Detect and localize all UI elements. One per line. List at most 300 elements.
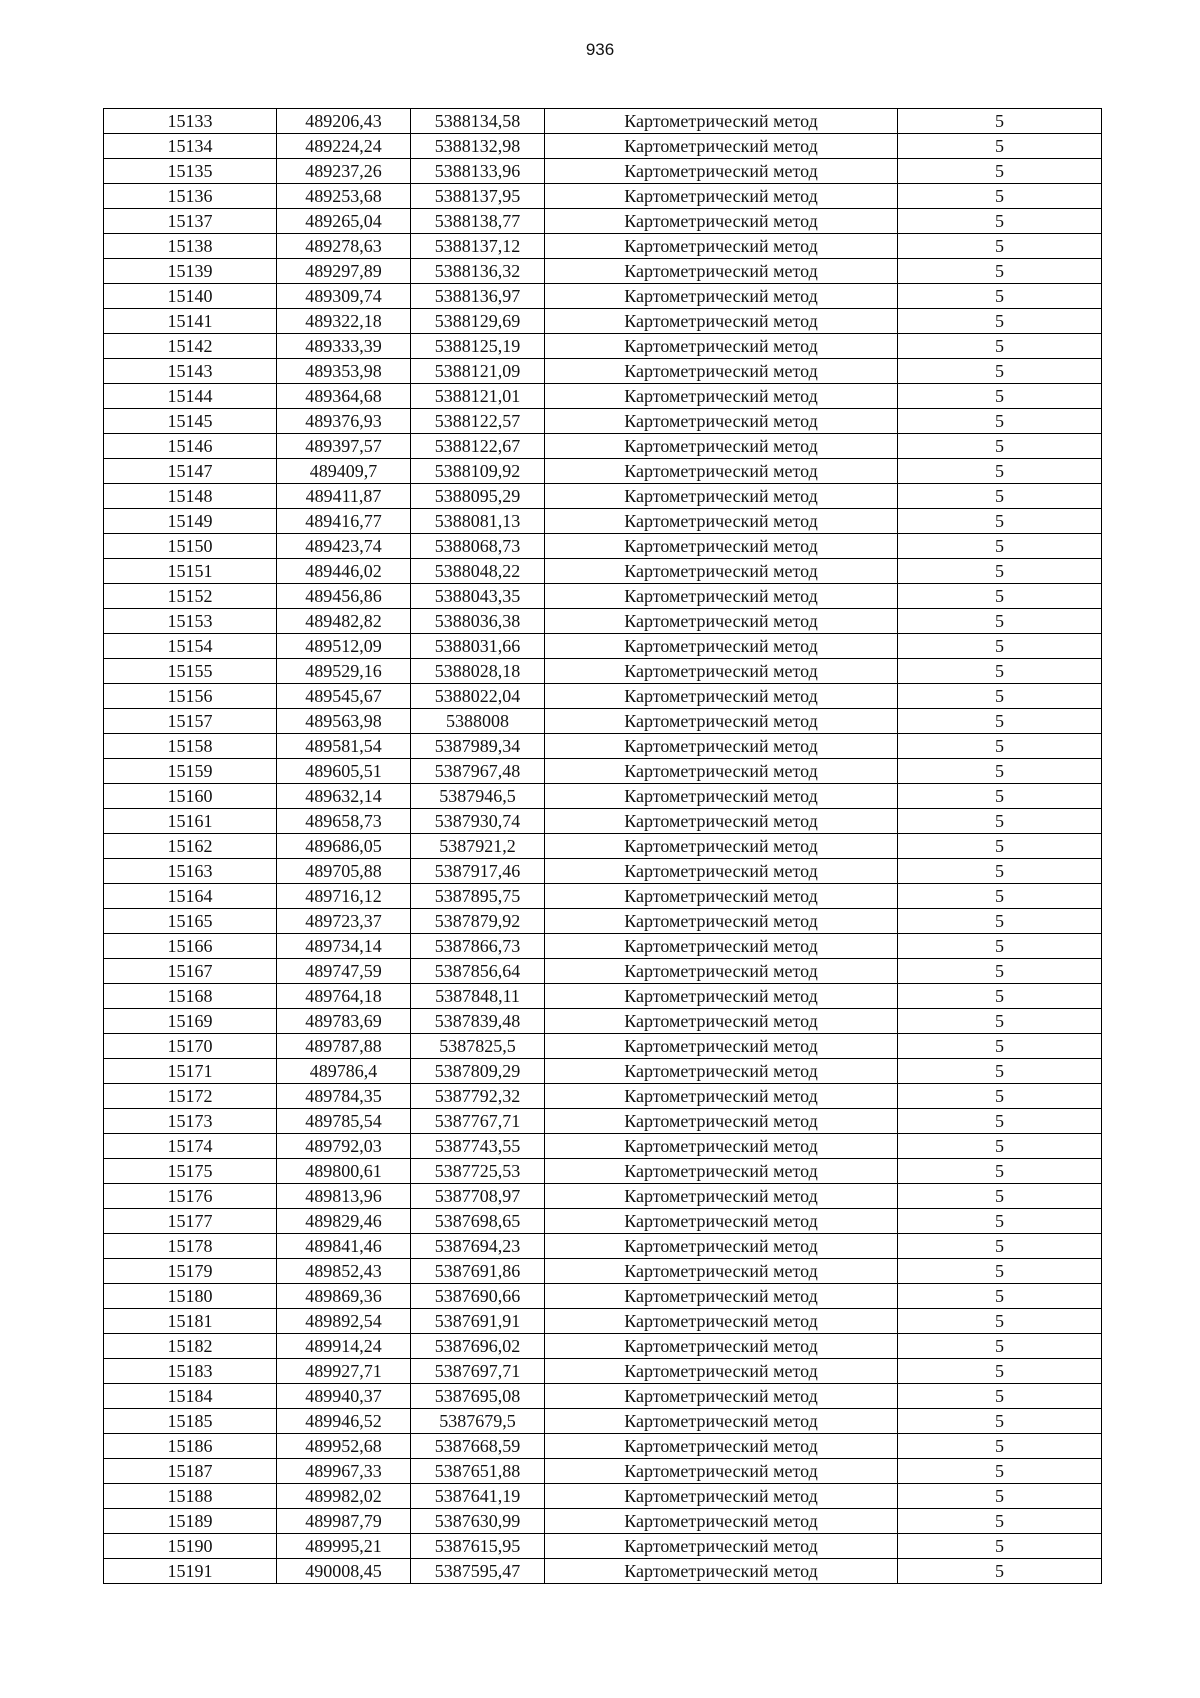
x-coordinate-cell: 489411,87 — [277, 484, 411, 509]
y-coordinate-cell: 5388036,38 — [411, 609, 545, 634]
x-coordinate-cell: 489253,68 — [277, 184, 411, 209]
y-coordinate-cell: 5387691,86 — [411, 1259, 545, 1284]
method-cell: Картометрический метод — [545, 484, 898, 509]
table-row — [104, 484, 1102, 509]
accuracy-cell: 5 — [898, 1284, 1102, 1309]
x-coordinate-cell: 489545,67 — [277, 684, 411, 709]
table-row — [104, 1359, 1102, 1384]
point-number-cell: 15138 — [104, 234, 277, 259]
x-coordinate-cell: 489309,74 — [277, 284, 411, 309]
x-coordinate-cell: 489995,21 — [277, 1534, 411, 1559]
table-row — [104, 1459, 1102, 1484]
accuracy-cell: 5 — [898, 984, 1102, 1009]
accuracy-cell: 5 — [898, 284, 1102, 309]
accuracy-cell: 5 — [898, 409, 1102, 434]
accuracy-cell: 5 — [898, 1184, 1102, 1209]
method-cell: Картометрический метод — [545, 709, 898, 734]
y-coordinate-cell: 5387825,5 — [411, 1034, 545, 1059]
table-row — [104, 959, 1102, 984]
method-cell: Картометрический метод — [545, 234, 898, 259]
y-coordinate-cell: 5387839,48 — [411, 1009, 545, 1034]
method-cell: Картометрический метод — [545, 1434, 898, 1459]
table-row — [104, 1284, 1102, 1309]
method-cell: Картометрический метод — [545, 809, 898, 834]
accuracy-cell: 5 — [898, 334, 1102, 359]
x-coordinate-cell: 489237,26 — [277, 159, 411, 184]
point-number-cell: 15150 — [104, 534, 277, 559]
accuracy-cell: 5 — [898, 1534, 1102, 1559]
x-coordinate-cell: 489841,46 — [277, 1234, 411, 1259]
accuracy-cell: 5 — [898, 134, 1102, 159]
point-number-cell: 15141 — [104, 309, 277, 334]
method-cell: Картометрический метод — [545, 1234, 898, 1259]
y-coordinate-cell: 5387989,34 — [411, 734, 545, 759]
x-coordinate-cell: 489784,35 — [277, 1084, 411, 1109]
x-coordinate-cell: 489946,52 — [277, 1409, 411, 1434]
point-number-cell: 15177 — [104, 1209, 277, 1234]
y-coordinate-cell: 5387615,95 — [411, 1534, 545, 1559]
x-coordinate-cell: 489423,74 — [277, 534, 411, 559]
method-cell: Картометрический метод — [545, 984, 898, 1009]
method-cell: Картометрический метод — [545, 1534, 898, 1559]
y-coordinate-cell: 5388137,12 — [411, 234, 545, 259]
point-number-cell: 15148 — [104, 484, 277, 509]
x-coordinate-cell: 489686,05 — [277, 834, 411, 859]
accuracy-cell: 5 — [898, 159, 1102, 184]
method-cell: Картометрический метод — [545, 334, 898, 359]
x-coordinate-cell: 489482,82 — [277, 609, 411, 634]
table-row — [104, 409, 1102, 434]
x-coordinate-cell: 489764,18 — [277, 984, 411, 1009]
table-row — [104, 584, 1102, 609]
x-coordinate-cell: 489892,54 — [277, 1309, 411, 1334]
accuracy-cell: 5 — [898, 859, 1102, 884]
method-cell: Картометрический метод — [545, 459, 898, 484]
table-row — [104, 1059, 1102, 1084]
method-cell: Картометрический метод — [545, 159, 898, 184]
accuracy-cell: 5 — [898, 234, 1102, 259]
method-cell: Картометрический метод — [545, 509, 898, 534]
coordinates-table-body — [104, 109, 1102, 1584]
x-coordinate-cell: 489278,63 — [277, 234, 411, 259]
table-row — [104, 759, 1102, 784]
point-number-cell: 15171 — [104, 1059, 277, 1084]
accuracy-cell: 5 — [898, 1559, 1102, 1584]
method-cell: Картометрический метод — [545, 784, 898, 809]
method-cell: Картометрический метод — [545, 659, 898, 684]
x-coordinate-cell: 489581,54 — [277, 734, 411, 759]
accuracy-cell: 5 — [898, 934, 1102, 959]
x-coordinate-cell: 489364,68 — [277, 384, 411, 409]
x-coordinate-cell: 489723,37 — [277, 909, 411, 934]
accuracy-cell: 5 — [898, 684, 1102, 709]
x-coordinate-cell: 489734,14 — [277, 934, 411, 959]
x-coordinate-cell: 489632,14 — [277, 784, 411, 809]
point-number-cell: 15134 — [104, 134, 277, 159]
x-coordinate-cell: 489716,12 — [277, 884, 411, 909]
point-number-cell: 15179 — [104, 1259, 277, 1284]
y-coordinate-cell: 5388136,97 — [411, 284, 545, 309]
y-coordinate-cell: 5388125,19 — [411, 334, 545, 359]
point-number-cell: 15145 — [104, 409, 277, 434]
x-coordinate-cell: 489446,02 — [277, 559, 411, 584]
table-row — [104, 1334, 1102, 1359]
y-coordinate-cell: 5387695,08 — [411, 1384, 545, 1409]
method-cell: Картометрический метод — [545, 934, 898, 959]
accuracy-cell: 5 — [898, 1259, 1102, 1284]
point-number-cell: 15183 — [104, 1359, 277, 1384]
coordinates-table — [103, 108, 1102, 1584]
y-coordinate-cell: 5388122,67 — [411, 434, 545, 459]
method-cell: Картометрический метод — [545, 1559, 898, 1584]
point-number-cell: 15152 — [104, 584, 277, 609]
accuracy-cell: 5 — [898, 1359, 1102, 1384]
point-number-cell: 15168 — [104, 984, 277, 1009]
accuracy-cell: 5 — [898, 359, 1102, 384]
x-coordinate-cell: 489322,18 — [277, 309, 411, 334]
method-cell: Картометрический метод — [545, 834, 898, 859]
y-coordinate-cell: 5387630,99 — [411, 1509, 545, 1534]
x-coordinate-cell: 489705,88 — [277, 859, 411, 884]
method-cell: Картометрический метод — [545, 1184, 898, 1209]
accuracy-cell: 5 — [898, 959, 1102, 984]
x-coordinate-cell: 489967,33 — [277, 1459, 411, 1484]
point-number-cell: 15180 — [104, 1284, 277, 1309]
method-cell: Картометрический метод — [545, 584, 898, 609]
x-coordinate-cell: 489416,77 — [277, 509, 411, 534]
method-cell: Картометрический метод — [545, 684, 898, 709]
point-number-cell: 15144 — [104, 384, 277, 409]
y-coordinate-cell: 5388081,13 — [411, 509, 545, 534]
point-number-cell: 15186 — [104, 1434, 277, 1459]
x-coordinate-cell: 489456,86 — [277, 584, 411, 609]
y-coordinate-cell: 5387848,11 — [411, 984, 545, 1009]
table-row — [104, 884, 1102, 909]
point-number-cell: 15161 — [104, 809, 277, 834]
accuracy-cell: 5 — [898, 1209, 1102, 1234]
x-coordinate-cell: 489563,98 — [277, 709, 411, 734]
accuracy-cell: 5 — [898, 484, 1102, 509]
accuracy-cell: 5 — [898, 709, 1102, 734]
accuracy-cell: 5 — [898, 459, 1102, 484]
x-coordinate-cell: 489940,37 — [277, 1384, 411, 1409]
point-number-cell: 15156 — [104, 684, 277, 709]
point-number-cell: 15135 — [104, 159, 277, 184]
table-row — [104, 509, 1102, 534]
table-row — [104, 1309, 1102, 1334]
method-cell: Картометрический метод — [545, 859, 898, 884]
table-row — [104, 909, 1102, 934]
point-number-cell: 15133 — [104, 109, 277, 134]
point-number-cell: 15184 — [104, 1384, 277, 1409]
accuracy-cell: 5 — [898, 1234, 1102, 1259]
table-row — [104, 359, 1102, 384]
accuracy-cell: 5 — [898, 1484, 1102, 1509]
table-row — [104, 1134, 1102, 1159]
point-number-cell: 15173 — [104, 1109, 277, 1134]
table-row — [104, 1559, 1102, 1584]
page-number: 936 — [585, 40, 615, 59]
method-cell: Картометрический метод — [545, 109, 898, 134]
point-number-cell: 15176 — [104, 1184, 277, 1209]
table-row — [104, 1184, 1102, 1209]
point-number-cell: 15153 — [104, 609, 277, 634]
y-coordinate-cell: 5387595,47 — [411, 1559, 545, 1584]
point-number-cell: 15188 — [104, 1484, 277, 1509]
method-cell: Картометрический метод — [545, 209, 898, 234]
x-coordinate-cell: 489206,43 — [277, 109, 411, 134]
method-cell: Картометрический метод — [545, 759, 898, 784]
point-number-cell: 15190 — [104, 1534, 277, 1559]
y-coordinate-cell: 5387743,55 — [411, 1134, 545, 1159]
accuracy-cell: 5 — [898, 584, 1102, 609]
point-number-cell: 15157 — [104, 709, 277, 734]
y-coordinate-cell: 5387946,5 — [411, 784, 545, 809]
method-cell: Картометрический метод — [545, 1159, 898, 1184]
y-coordinate-cell: 5388133,96 — [411, 159, 545, 184]
y-coordinate-cell: 5387708,97 — [411, 1184, 545, 1209]
x-coordinate-cell: 489605,51 — [277, 759, 411, 784]
method-cell: Картометрический метод — [545, 1509, 898, 1534]
method-cell: Картометрический метод — [545, 1034, 898, 1059]
y-coordinate-cell: 5387967,48 — [411, 759, 545, 784]
accuracy-cell: 5 — [898, 1034, 1102, 1059]
y-coordinate-cell: 5388109,92 — [411, 459, 545, 484]
method-cell: Картометрический метод — [545, 434, 898, 459]
table-row — [104, 334, 1102, 359]
y-coordinate-cell: 5388022,04 — [411, 684, 545, 709]
method-cell: Картометрический метод — [545, 1484, 898, 1509]
x-coordinate-cell: 489927,71 — [277, 1359, 411, 1384]
accuracy-cell: 5 — [898, 1409, 1102, 1434]
x-coordinate-cell: 489265,04 — [277, 209, 411, 234]
y-coordinate-cell: 5387725,53 — [411, 1159, 545, 1184]
table-row — [104, 1484, 1102, 1509]
accuracy-cell: 5 — [898, 384, 1102, 409]
point-number-cell: 15159 — [104, 759, 277, 784]
accuracy-cell: 5 — [898, 1134, 1102, 1159]
point-number-cell: 15170 — [104, 1034, 277, 1059]
table-row — [104, 659, 1102, 684]
table-row — [104, 1384, 1102, 1409]
method-cell: Картометрический метод — [545, 734, 898, 759]
point-number-cell: 15139 — [104, 259, 277, 284]
method-cell: Картометрический метод — [545, 909, 898, 934]
x-coordinate-cell: 489914,24 — [277, 1334, 411, 1359]
y-coordinate-cell: 5388134,58 — [411, 109, 545, 134]
point-number-cell: 15142 — [104, 334, 277, 359]
y-coordinate-cell: 5388068,73 — [411, 534, 545, 559]
method-cell: Картометрический метод — [545, 884, 898, 909]
table-row — [104, 634, 1102, 659]
point-number-cell: 15136 — [104, 184, 277, 209]
point-number-cell: 15151 — [104, 559, 277, 584]
table-row — [104, 384, 1102, 409]
accuracy-cell: 5 — [898, 1309, 1102, 1334]
table-row — [104, 1234, 1102, 1259]
method-cell: Картометрический метод — [545, 184, 898, 209]
table-row — [104, 234, 1102, 259]
accuracy-cell: 5 — [898, 609, 1102, 634]
accuracy-cell: 5 — [898, 1459, 1102, 1484]
point-number-cell: 15191 — [104, 1559, 277, 1584]
method-cell: Картометрический метод — [545, 1284, 898, 1309]
point-number-cell: 15160 — [104, 784, 277, 809]
point-number-cell: 15178 — [104, 1234, 277, 1259]
y-coordinate-cell: 5388028,18 — [411, 659, 545, 684]
method-cell: Картометрический метод — [545, 1134, 898, 1159]
method-cell: Картометрический метод — [545, 1334, 898, 1359]
x-coordinate-cell: 489987,79 — [277, 1509, 411, 1534]
table-row — [104, 109, 1102, 134]
method-cell: Картометрический метод — [545, 134, 898, 159]
y-coordinate-cell: 5387691,91 — [411, 1309, 545, 1334]
accuracy-cell: 5 — [898, 559, 1102, 584]
table-row — [104, 1259, 1102, 1284]
accuracy-cell: 5 — [898, 1109, 1102, 1134]
y-coordinate-cell: 5387809,29 — [411, 1059, 545, 1084]
x-coordinate-cell: 489376,93 — [277, 409, 411, 434]
table-row — [104, 1509, 1102, 1534]
x-coordinate-cell: 489785,54 — [277, 1109, 411, 1134]
y-coordinate-cell: 5387866,73 — [411, 934, 545, 959]
point-number-cell: 15154 — [104, 634, 277, 659]
x-coordinate-cell: 489829,46 — [277, 1209, 411, 1234]
method-cell: Картометрический метод — [545, 384, 898, 409]
accuracy-cell: 5 — [898, 309, 1102, 334]
y-coordinate-cell: 5387694,23 — [411, 1234, 545, 1259]
method-cell: Картометрический метод — [545, 1209, 898, 1234]
x-coordinate-cell: 489512,09 — [277, 634, 411, 659]
x-coordinate-cell: 489852,43 — [277, 1259, 411, 1284]
method-cell: Картометрический метод — [545, 1084, 898, 1109]
table-row — [104, 259, 1102, 284]
y-coordinate-cell: 5387879,92 — [411, 909, 545, 934]
x-coordinate-cell: 489786,4 — [277, 1059, 411, 1084]
accuracy-cell: 5 — [898, 1509, 1102, 1534]
method-cell: Картометрический метод — [545, 1259, 898, 1284]
method-cell: Картометрический метод — [545, 1384, 898, 1409]
method-cell: Картометрический метод — [545, 309, 898, 334]
accuracy-cell: 5 — [898, 434, 1102, 459]
table-row — [104, 284, 1102, 309]
point-number-cell: 15169 — [104, 1009, 277, 1034]
method-cell: Картометрический метод — [545, 409, 898, 434]
y-coordinate-cell: 5387641,19 — [411, 1484, 545, 1509]
method-cell: Картометрический метод — [545, 284, 898, 309]
y-coordinate-cell: 5387930,74 — [411, 809, 545, 834]
point-number-cell: 15137 — [104, 209, 277, 234]
y-coordinate-cell: 5387895,75 — [411, 884, 545, 909]
point-number-cell: 15146 — [104, 434, 277, 459]
table-row — [104, 784, 1102, 809]
method-cell: Картометрический метод — [545, 534, 898, 559]
point-number-cell: 15164 — [104, 884, 277, 909]
method-cell: Картометрический метод — [545, 634, 898, 659]
point-number-cell: 15163 — [104, 859, 277, 884]
table-row — [104, 534, 1102, 559]
point-number-cell: 15149 — [104, 509, 277, 534]
accuracy-cell: 5 — [898, 809, 1102, 834]
y-coordinate-cell: 5387679,5 — [411, 1409, 545, 1434]
y-coordinate-cell: 5388138,77 — [411, 209, 545, 234]
x-coordinate-cell: 489333,39 — [277, 334, 411, 359]
y-coordinate-cell: 5387792,32 — [411, 1084, 545, 1109]
table-row — [104, 559, 1102, 584]
accuracy-cell: 5 — [898, 534, 1102, 559]
table-row — [104, 159, 1102, 184]
x-coordinate-cell: 489529,16 — [277, 659, 411, 684]
method-cell: Картометрический метод — [545, 609, 898, 634]
method-cell: Картометрический метод — [545, 1309, 898, 1334]
point-number-cell: 15182 — [104, 1334, 277, 1359]
y-coordinate-cell: 5387696,02 — [411, 1334, 545, 1359]
table-row — [104, 734, 1102, 759]
point-number-cell: 15165 — [104, 909, 277, 934]
x-coordinate-cell: 489800,61 — [277, 1159, 411, 1184]
method-cell: Картометрический метод — [545, 559, 898, 584]
y-coordinate-cell: 5388031,66 — [411, 634, 545, 659]
table-row — [104, 209, 1102, 234]
x-coordinate-cell: 489869,36 — [277, 1284, 411, 1309]
point-number-cell: 15187 — [104, 1459, 277, 1484]
method-cell: Картометрический метод — [545, 259, 898, 284]
table-row — [104, 1034, 1102, 1059]
point-number-cell: 15166 — [104, 934, 277, 959]
table-row — [104, 1209, 1102, 1234]
point-number-cell: 15140 — [104, 284, 277, 309]
y-coordinate-cell: 5388122,57 — [411, 409, 545, 434]
y-coordinate-cell: 5387697,71 — [411, 1359, 545, 1384]
accuracy-cell: 5 — [898, 884, 1102, 909]
accuracy-cell: 5 — [898, 259, 1102, 284]
y-coordinate-cell: 5387856,64 — [411, 959, 545, 984]
method-cell: Картометрический метод — [545, 1409, 898, 1434]
accuracy-cell: 5 — [898, 909, 1102, 934]
table-row — [104, 709, 1102, 734]
y-coordinate-cell: 5387690,66 — [411, 1284, 545, 1309]
y-coordinate-cell: 5388043,35 — [411, 584, 545, 609]
point-number-cell: 15147 — [104, 459, 277, 484]
table-row — [104, 184, 1102, 209]
accuracy-cell: 5 — [898, 1434, 1102, 1459]
x-coordinate-cell: 489783,69 — [277, 1009, 411, 1034]
point-number-cell: 15185 — [104, 1409, 277, 1434]
table-row — [104, 809, 1102, 834]
x-coordinate-cell: 489982,02 — [277, 1484, 411, 1509]
accuracy-cell: 5 — [898, 734, 1102, 759]
accuracy-cell: 5 — [898, 759, 1102, 784]
y-coordinate-cell: 5387767,71 — [411, 1109, 545, 1134]
table-row — [104, 1009, 1102, 1034]
y-coordinate-cell: 5388136,32 — [411, 259, 545, 284]
method-cell: Картометрический метод — [545, 1359, 898, 1384]
point-number-cell: 15162 — [104, 834, 277, 859]
table-row — [104, 1084, 1102, 1109]
table-row — [104, 1159, 1102, 1184]
point-number-cell: 15189 — [104, 1509, 277, 1534]
x-coordinate-cell: 489787,88 — [277, 1034, 411, 1059]
table-row — [104, 834, 1102, 859]
accuracy-cell: 5 — [898, 784, 1102, 809]
y-coordinate-cell: 5387917,46 — [411, 859, 545, 884]
accuracy-cell: 5 — [898, 109, 1102, 134]
table-row — [104, 1109, 1102, 1134]
point-number-cell: 15174 — [104, 1134, 277, 1159]
x-coordinate-cell: 489813,96 — [277, 1184, 411, 1209]
accuracy-cell: 5 — [898, 1384, 1102, 1409]
point-number-cell: 15143 — [104, 359, 277, 384]
